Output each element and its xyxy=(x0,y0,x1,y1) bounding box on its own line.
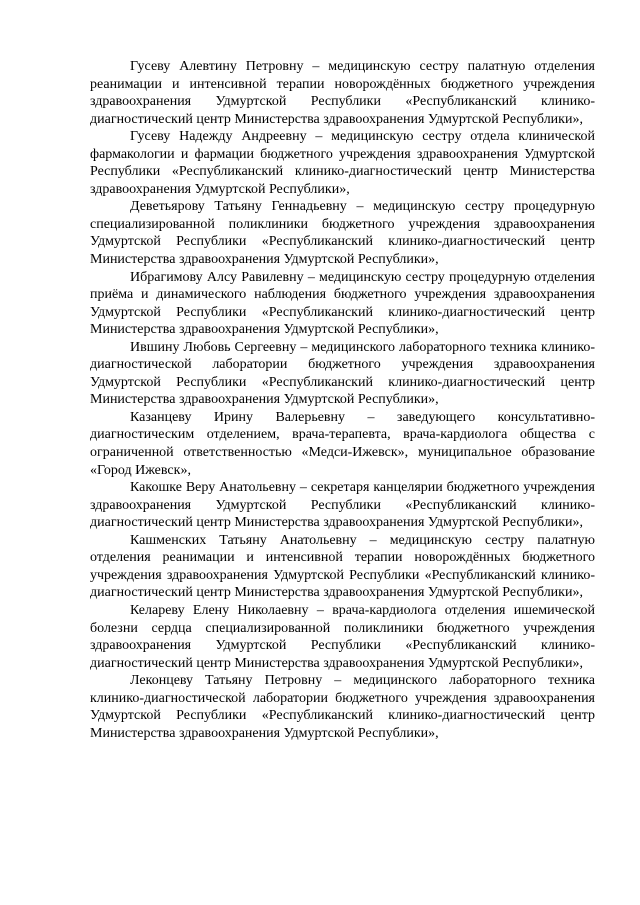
paragraph-ivshina-lyubov: Ившину Любовь Сергеевну – медицинского лабораторного техника клинико-диагностической лаборатории бюджетного учреждения здравоохранения Удмуртской Республики «Республиканский клинико-диагностический центр Министерства здравоохранения Удмуртской Республики», xyxy=(90,339,595,408)
paragraph-kashmenskikh-tatyana: Кашменских Татьяну Анатольевну – медицинскую сестру палатную отделения реанимации и интенсивной терапии новорождённых бюджетного учреждения здравоохранения Удмуртской Республики «Республиканский клинико-диагностический центр Министерства здравоохранения Удмуртской Республики», xyxy=(90,532,595,601)
paragraph-kakoshke-vera: Какошке Веру Анатольевну – секретаря канцелярии бюджетного учреждения здравоохранения Удмуртской Республики «Республиканский клинико-диагностический центр Министерства здравоохранения Удмуртской Республики», xyxy=(90,480,595,531)
paragraph-guseva-nadezhda: Гусеву Надежду Андреевну – медицинскую сестру отдела клинической фармакологии и фармации бюджетного учреждения здравоохранения Удмуртской Республики «Республиканский клинико-диагностический центр Министерства здравоохранения Удмуртской Республики», xyxy=(90,129,595,197)
paragraph-guseva-alevtina: Гусеву Алевтину Петровну – медицинскую сестру палатную отделения реанимации и интенсивной терапии новорождённых бюджетного учреждения здравоохранения Удмуртской Республики «Республиканский клинико-диагностический центр Министерства здравоохранения Удмуртской Республики», xyxy=(90,59,595,127)
paragraph-lekontseva-tatyana: Леконцеву Татьяну Петровну – медицинского лабораторного техника клинико-диагностической лаборатории бюджетного учреждения здравоохранения Удмуртской Республики «Республиканский клинико-диагностический центр Министерства здравоохранения Удмуртской Республики», xyxy=(90,673,595,741)
paragraph-kelareva-elena: Келареву Елену Николаевну – врача-кардиолога отделения ишемической болезни сердца специализированной поликлиники бюджетного учреждения здравоохранения Удмуртской Республики «Республиканский клинико-диагностический центр Министерства здравоохранения Удмуртской Республики», xyxy=(90,602,595,671)
paragraph-kazantseva-irina: Казанцеву Ирину Валерьевну – заведующего консультативно-диагностическим отделением, врача-терапевта, врача-кардиолога общества с ограниченной ответственностью «Медси-Ижевск», муниципальное образование «Город Ижевск», xyxy=(90,409,595,478)
paragraph-devetyarova-tatyana: Деветьярову Татьяну Геннадьевну – медицинскую сестру процедурную специализированной поликлиники бюджетного учреждения здравоохранения Удмуртской Республики «Республиканский клинико-диагностический центр Министерства здравоохранения Удмуртской Республики», xyxy=(90,199,595,268)
paragraph-ibragimova-alsu: Ибрагимову Алсу Равилевну – медицинскую сестру процедурную отделения приёма и динамического наблюдения бюджетного учреждения здравоохранения Удмуртской Республики «Республиканский клинико-диагностический центр Министерства здравоохранения Удмуртской Республики», xyxy=(90,269,595,338)
document-page xyxy=(90,58,595,742)
